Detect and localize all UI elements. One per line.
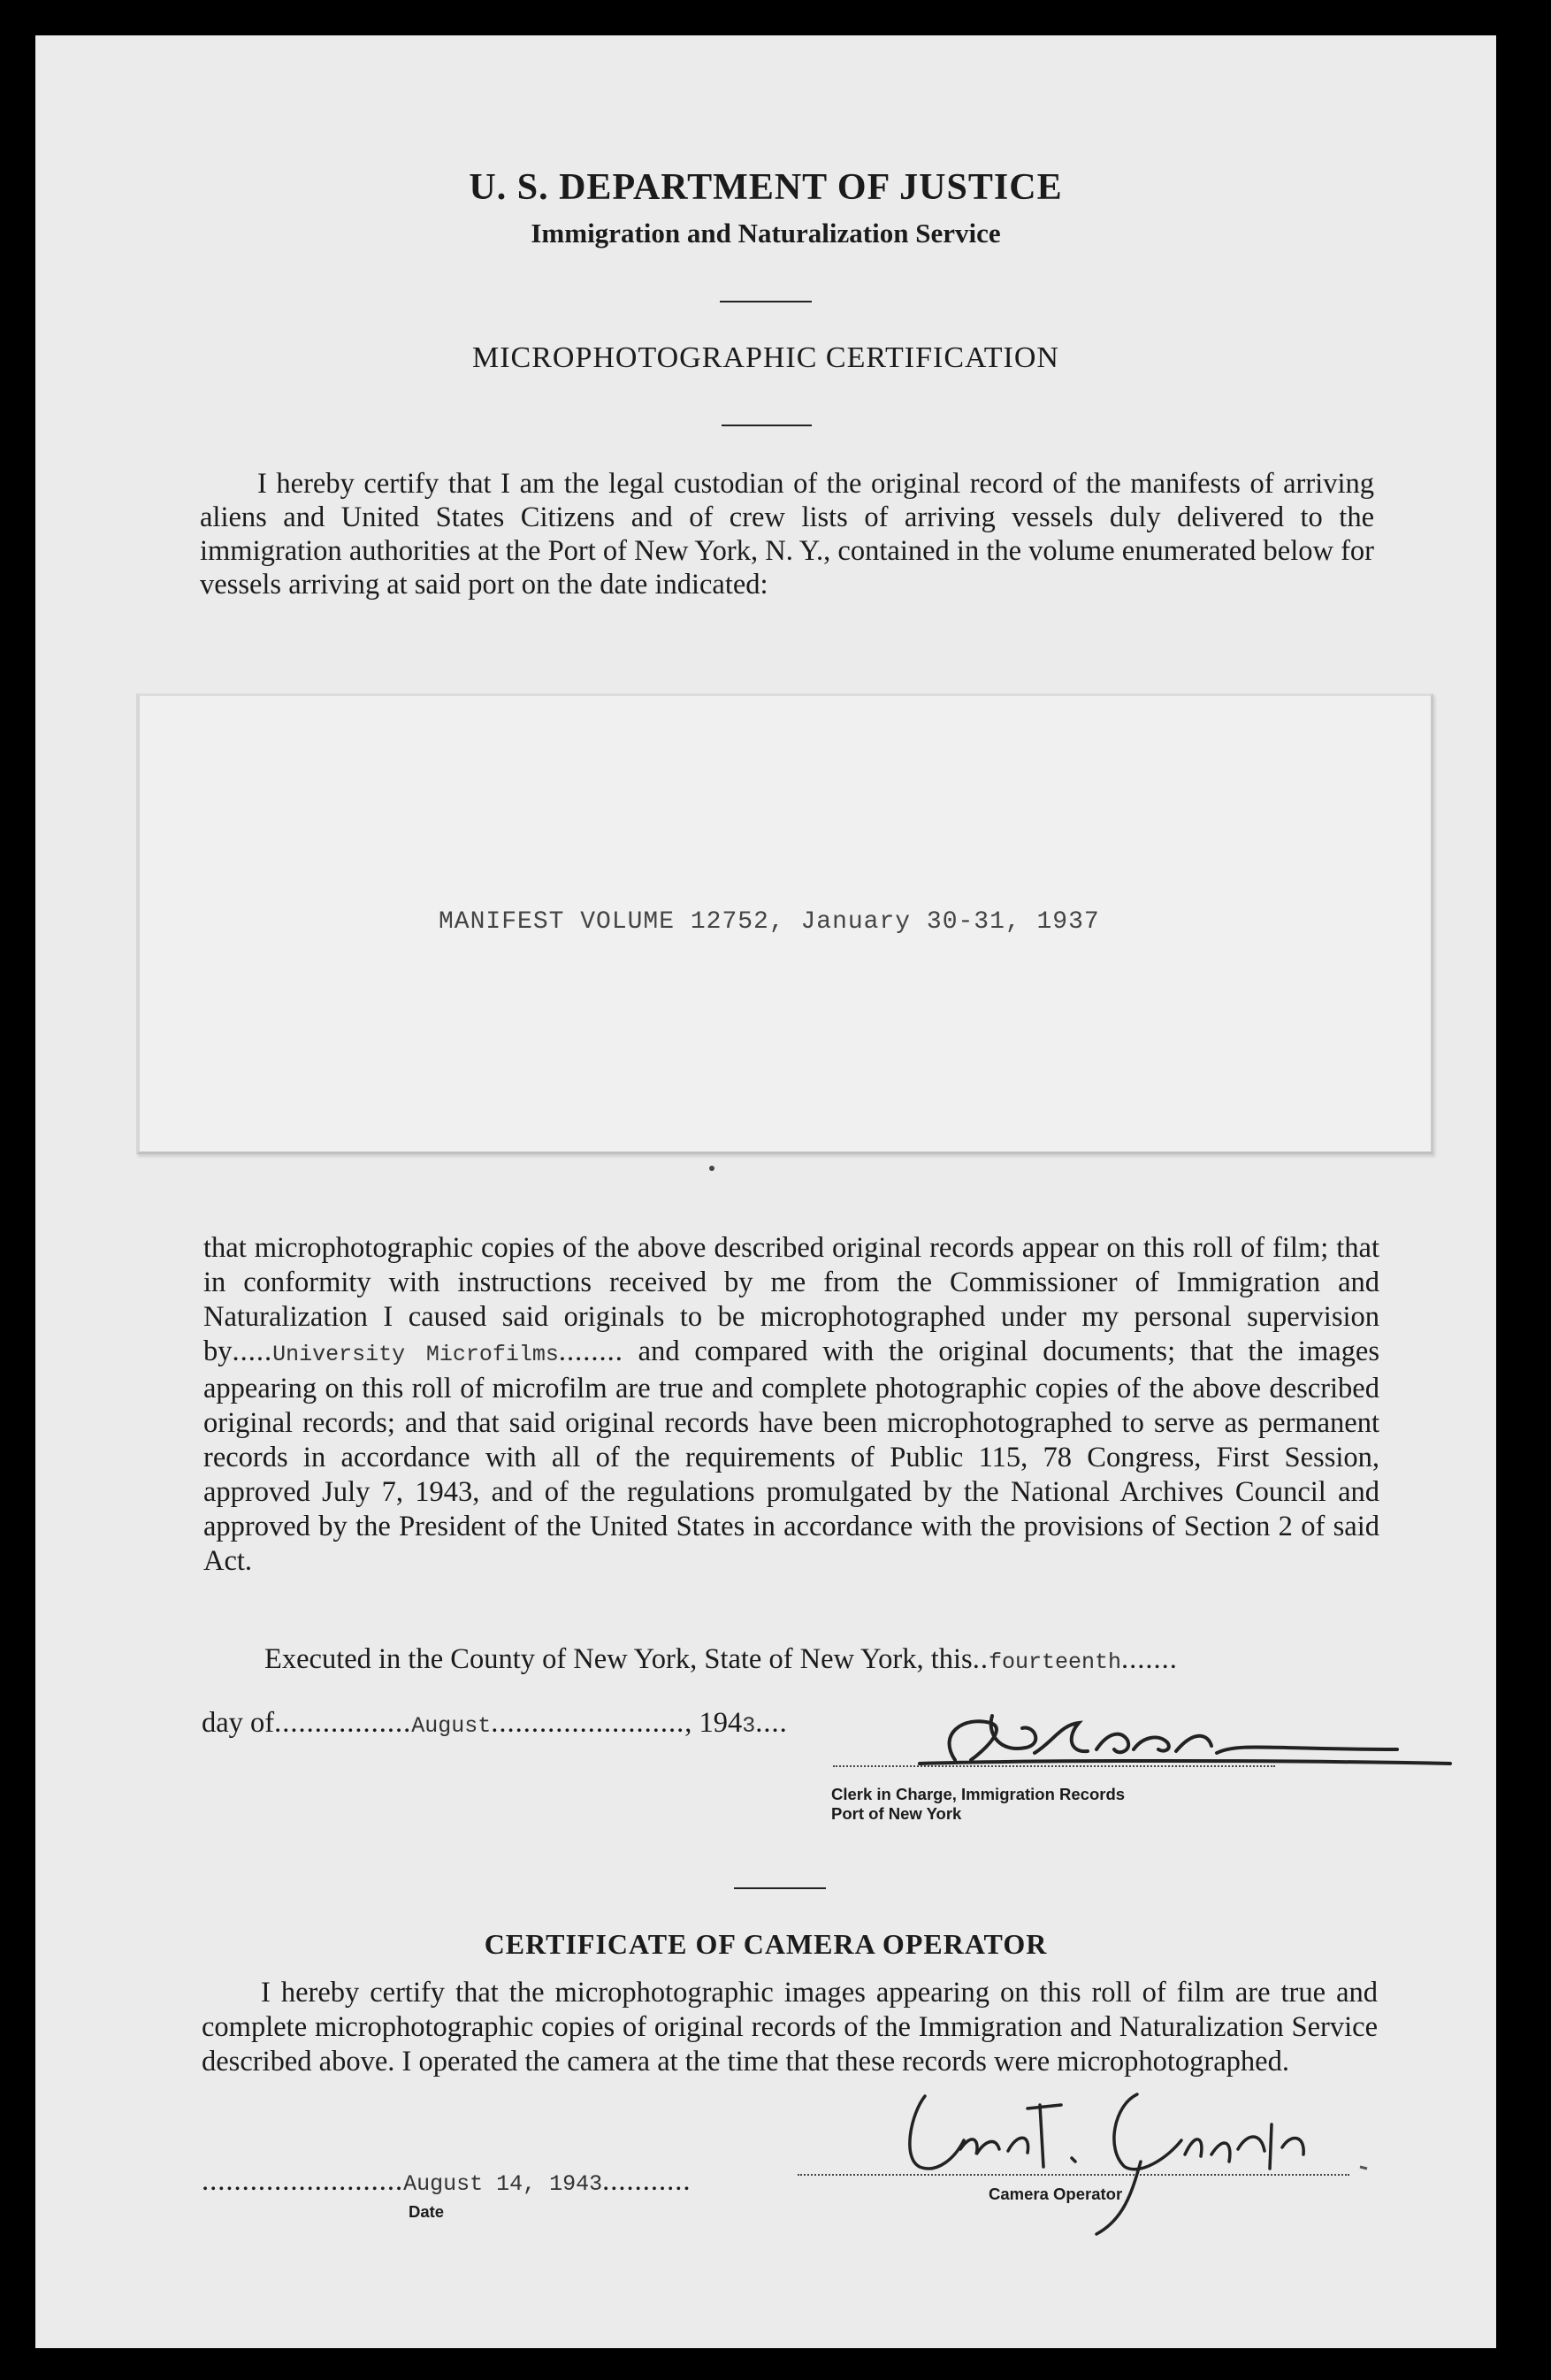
clerk-title [831,1785,1125,1824]
year-digit: 3 [742,1713,756,1739]
date-line: day of.................August........................, 1943.... [202,1707,788,1739]
manifest-slip [136,693,1433,1154]
certification-body: that microphotographic copies of the above described original records appear on this roll of film; that in conformity with instructions received by me from the Commissioner of Immigration and Naturalization I caused said originals to be microphotographed under my personal supervision by.....University Microfilms........ and compared with the original documents; that the images appearing on this roll of microfilm are true and complete photographic copies of the above described original records; and that said original records have been microphotographed to serve as permanent records in accordance with all of the requirements of Public 115, 78 Congress, First Session, approved July 7, 1943, and of the regulations promulgated by the National Archives Council and approved by the President of the United States in accordance with the provisions of Section 2 of said Act. [203,1232,1379,1577]
date-label: Date [409,2202,445,2221]
paper-speck [709,1166,714,1171]
clerk-title-line1: Clerk in Charge, Immigration Records [831,1785,1126,1803]
day-of-label: day of [202,1707,275,1739]
divider [722,425,812,426]
camera-operator-paragraph: I hereby certify that the microphotographic images appearing on this roll of film are true and complete microphotographic copies of original records of the Immigration and Naturalization Service described above. I operated the camera at the time that these records were microphotographed. [202,1977,1378,2078]
camera-operator-heading: CERTIFICATE OF CAMERA OPERATOR [484,1928,1048,1960]
execution-prefix: Executed in the County of New York, State of New York, this [264,1643,973,1675]
body-part2: and compared with the original documents; that the images appearing on this roll of microfilm are true and complete photographic copies of the above described original records; and that said original records have been microphotographed to serve as permanent records in accordance with all of the requirements of Public 115, 78 Congress, First Session, approved July 7, 1943, and of the regulations promulgated by the National Archives Council and approved by the President of the United States in accordance with the provisions of Section 2 of said Act. [203,1335,1379,1577]
intro-paragraph: I hereby certify that I am the legal custodian of the original record of the manifests of arriving aliens and United States Citizens and of crew lists of arriving vessels duly delivered to the immigration authorities at the Port of New York, N. Y., contained in the volume enumerated below for vessels arriving at said port on the date indicated: [200,468,1374,601]
clerk-signature [902,1698,1468,1787]
service-subheading: Immigration and Naturalization Service [531,218,1001,249]
divider [720,301,812,302]
supervisor-name: University Microfilms [272,1342,559,1367]
manifest-volume-text: MANIFEST VOLUME 12752, January 30-31, 1937 [439,908,1100,936]
execution-month: August [411,1713,492,1739]
operator-signature [875,2070,1441,2238]
camera-date-value: August 14, 1943 [403,2171,603,2197]
certification-title: MICROPHOTOGRAPHIC CERTIFICATION [471,341,1059,374]
camera-operator-label: Camera Operator [989,2185,1123,2203]
body-part1: that microphotographic copies of the above described original records appear on this roll of film; that in conformity with instructions received by me from the Commissioner of Immigration and Naturalization I caused said originals to be microphotographed under my personal supervision by [203,1232,1379,1367]
certificate-page [35,35,1496,2348]
clerk-title-line2: Port of New York [831,1804,962,1823]
execution-line: Executed in the County of New York, State of New York, this..fourteenth....... [264,1643,1178,1675]
camera-date-line: .........................August 14, 1943........... [202,2165,691,2197]
department-heading: U. S. DEPARTMENT OF JUSTICE [469,167,1063,208]
execution-day: fourteenth [988,1649,1121,1675]
divider [734,1887,826,1889]
year-prefix: , 194 [684,1707,743,1739]
